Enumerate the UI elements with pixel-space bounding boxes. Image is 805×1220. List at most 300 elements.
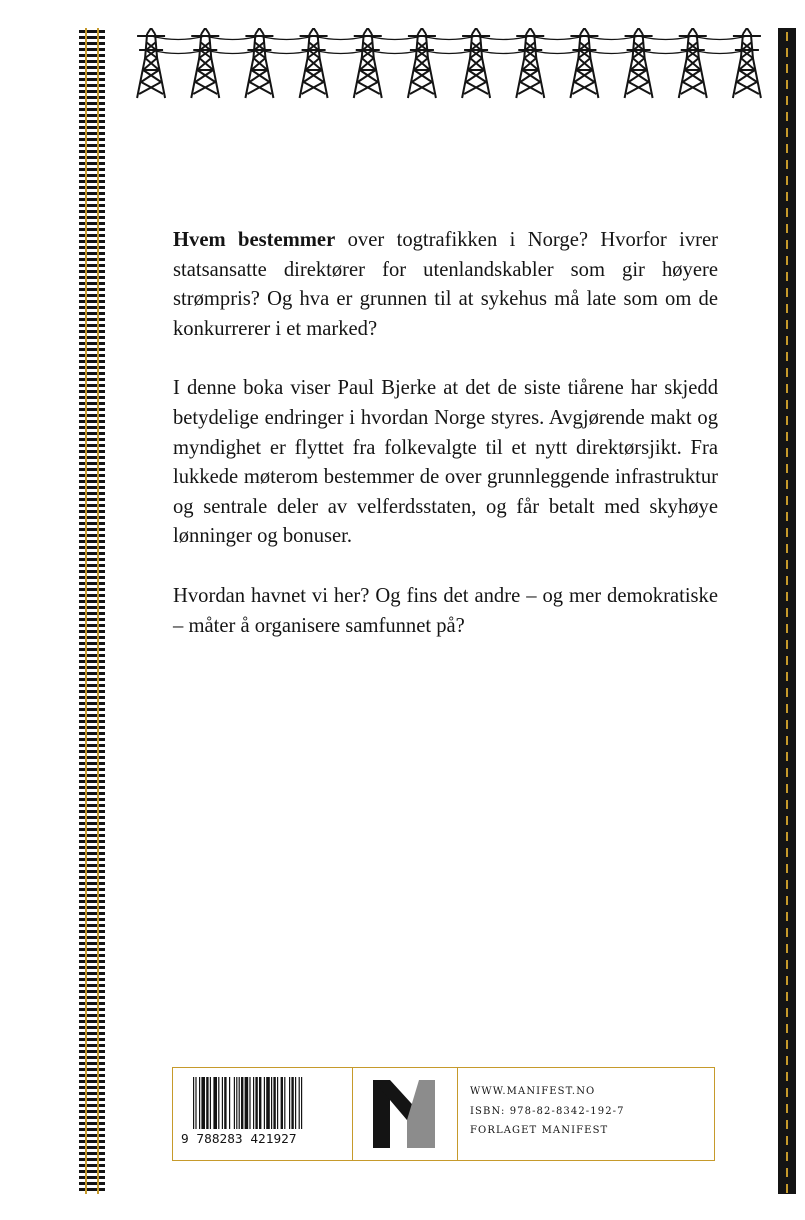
rail-tie xyxy=(79,576,105,579)
barcode-bar xyxy=(195,1077,196,1129)
rail-tie xyxy=(79,132,105,135)
back-cover-blurb xyxy=(173,226,718,671)
road-lane-dash xyxy=(786,240,788,249)
rail-tie xyxy=(79,750,105,753)
rail-tie xyxy=(79,252,105,255)
road-lane-dash xyxy=(786,1184,788,1193)
road-lane-dash xyxy=(786,384,788,393)
rail-tie xyxy=(79,306,105,309)
rail-tie xyxy=(79,204,105,207)
road-lane-dash xyxy=(786,816,788,825)
rail-tie xyxy=(79,174,105,177)
rail-tie xyxy=(79,1188,105,1191)
rail-tie xyxy=(79,432,105,435)
road-lane-dash xyxy=(786,944,788,953)
road-lane-dash xyxy=(786,752,788,761)
isbn-barcode xyxy=(181,1077,343,1145)
rail-tie xyxy=(79,708,105,711)
blurb-paragraph-2: I denne boka viser Paul Bjerke at det de siste tiårene har skjedd betydelige endringer i hvordan Norge styres. Avgjørende makt og myndighet er flyttet fra folkevalgte til et nytt direktørsjikt. Fra lukkede møterom bestemmer de over grunnleggende infrastruktur og sentrale deler av velferdsstaten, og får betalt med skyhøye lønninger og bonuser. xyxy=(173,377,718,548)
barcode-bar xyxy=(222,1077,223,1129)
rail-tie xyxy=(79,324,105,327)
rail-tie xyxy=(79,240,105,243)
road-lane-dash xyxy=(786,768,788,777)
barcode-bar xyxy=(241,1077,243,1129)
rail-tie xyxy=(79,678,105,681)
road-lane-dash xyxy=(786,656,788,665)
road-lane-dash xyxy=(786,960,788,969)
rail-tie xyxy=(79,672,105,675)
rail-tie xyxy=(79,684,105,687)
rail-tie xyxy=(79,864,105,867)
rail-tie xyxy=(79,1008,105,1011)
rail-tie xyxy=(79,1146,105,1149)
rail-tie xyxy=(79,78,105,81)
road-lane-dash xyxy=(786,1040,788,1049)
road-lane-dash xyxy=(786,832,788,841)
barcode-bar xyxy=(295,1077,296,1129)
rail-tie xyxy=(79,804,105,807)
rail-tie xyxy=(79,288,105,291)
rail-tie xyxy=(79,456,105,459)
rail-tie xyxy=(79,912,105,915)
road-lane-dash xyxy=(786,720,788,729)
rail-tie xyxy=(79,192,105,195)
rail-tie xyxy=(79,426,105,429)
road-lane-dash xyxy=(786,400,788,409)
rail-tie xyxy=(79,1092,105,1095)
rail-tie xyxy=(79,588,105,591)
rail-tie xyxy=(79,72,105,75)
rail-tie xyxy=(79,846,105,849)
rail-tie xyxy=(79,1050,105,1053)
road-lane-dash xyxy=(786,896,788,905)
rail-tie xyxy=(79,810,105,813)
rail-tie xyxy=(79,138,105,141)
rail-tie xyxy=(79,522,105,525)
road-lane-dash xyxy=(786,176,788,185)
rail-tie xyxy=(79,84,105,87)
rail-tie xyxy=(79,420,105,423)
rail-tie xyxy=(79,402,105,405)
rail-tie xyxy=(79,114,105,117)
rail-tie xyxy=(79,102,105,105)
rail-tie xyxy=(79,300,105,303)
rail-tie xyxy=(79,276,105,279)
road-lane-dash xyxy=(786,352,788,361)
rail-tie xyxy=(79,888,105,891)
road-lane-dash xyxy=(786,496,788,505)
blurb-paragraph-1-text: over togtrafikken i Norge? Hvorfor ivrer statsansatte direktører for utenlandskabler som gir høyere strømpris? Og hva er grunnen til at sykehus må late som om de konkurrerer i et marked? xyxy=(173,229,718,340)
road-lane-dash xyxy=(786,208,788,217)
road-lane-dash xyxy=(786,144,788,153)
rail-tie xyxy=(79,48,105,51)
barcode-bar xyxy=(210,1077,211,1129)
rail-tie xyxy=(79,1002,105,1005)
barcode-bar xyxy=(281,1077,283,1129)
publisher-website: WWW.MANIFEST.NO xyxy=(470,1086,596,1097)
rail-tie xyxy=(79,618,105,621)
rail-tie xyxy=(79,294,105,297)
rail-tie xyxy=(79,990,105,993)
rail-tie xyxy=(79,918,105,921)
rail-tie xyxy=(79,1170,105,1173)
rail-tie xyxy=(79,1152,105,1155)
rail-tie xyxy=(79,318,105,321)
rail-tie xyxy=(79,486,105,489)
rail-tie xyxy=(79,732,105,735)
isbn-text: ISBN: 978-82-8342-192-7 xyxy=(470,1105,625,1117)
rail-tie xyxy=(79,156,105,159)
rail-tie xyxy=(79,606,105,609)
rail-tie xyxy=(79,498,105,501)
road-lane-dash xyxy=(786,976,788,985)
rail-tie xyxy=(79,336,105,339)
rail-tie xyxy=(79,1086,105,1089)
road-lane-dash xyxy=(786,640,788,649)
rail-tie xyxy=(79,612,105,615)
barcode-digits: 9 788283 421927 xyxy=(181,1132,297,1145)
road-lane-dash xyxy=(786,800,788,809)
rail-tie xyxy=(79,798,105,801)
rail-tie xyxy=(79,1116,105,1119)
rail-tie xyxy=(79,1062,105,1065)
barcode-bar xyxy=(264,1077,265,1129)
rail-tie xyxy=(79,504,105,507)
rail-tie xyxy=(79,924,105,927)
road-lane-dash xyxy=(786,48,788,57)
rail-tie xyxy=(79,108,105,111)
barcode-bar xyxy=(284,1077,285,1129)
rail-tie xyxy=(79,870,105,873)
rail-tie xyxy=(79,1068,105,1071)
road-lane-dash xyxy=(786,928,788,937)
rail-tie xyxy=(79,510,105,513)
rail-tie xyxy=(79,534,105,537)
barcode-bar xyxy=(291,1077,293,1129)
rail-tie xyxy=(79,1164,105,1167)
road-lane-dash xyxy=(786,160,788,169)
road-decoration xyxy=(778,28,796,1194)
rail-tie xyxy=(79,1038,105,1041)
rail-tie xyxy=(79,180,105,183)
road-lane-dash xyxy=(786,1024,788,1033)
road-lane-dash xyxy=(786,80,788,89)
power-pylons-decoration xyxy=(124,28,774,100)
rail-tie xyxy=(79,30,105,33)
road-lane-dash xyxy=(786,128,788,137)
rail-tie xyxy=(79,582,105,585)
barcode-bar xyxy=(193,1077,194,1129)
rail-tie xyxy=(79,894,105,897)
road-lane-dash xyxy=(786,464,788,473)
rail-tie xyxy=(79,624,105,627)
rail-tie xyxy=(79,540,105,543)
barcode-bar xyxy=(299,1077,300,1129)
rail-tie xyxy=(79,384,105,387)
road-lane-dash xyxy=(786,1136,788,1145)
road-lane-dash xyxy=(786,224,788,233)
rail-tie xyxy=(79,468,105,471)
rail-tie xyxy=(79,66,105,69)
barcode-bar xyxy=(229,1077,230,1129)
publisher-text xyxy=(458,1068,714,1160)
rail-tie xyxy=(79,744,105,747)
barcode-bar xyxy=(213,1077,217,1129)
road-lane-dash xyxy=(786,544,788,553)
blurb-paragraph-1 xyxy=(173,226,718,344)
rail-tie xyxy=(79,1122,105,1125)
rail-tie xyxy=(79,144,105,147)
road-lane-dash xyxy=(786,576,788,585)
rail-tie xyxy=(79,570,105,573)
rail-tie xyxy=(79,414,105,417)
rail-tie xyxy=(79,774,105,777)
rail-tie xyxy=(79,216,105,219)
barcode-bar xyxy=(234,1077,235,1129)
rail-tie xyxy=(79,1080,105,1083)
rail-tie xyxy=(79,186,105,189)
rail-tie xyxy=(79,792,105,795)
rail-tie xyxy=(79,90,105,93)
barcode-bar xyxy=(259,1077,261,1129)
rail-tie xyxy=(79,1182,105,1185)
road-lane-dash xyxy=(786,608,788,617)
barcode-bar xyxy=(201,1077,205,1129)
road-lane-dash xyxy=(786,512,788,521)
road-lane-dash xyxy=(786,192,788,201)
rail-tie xyxy=(79,1104,105,1107)
barcode-bar xyxy=(266,1077,270,1129)
rail-tie xyxy=(79,738,105,741)
rail-tie xyxy=(79,150,105,153)
rail-tie xyxy=(79,372,105,375)
rail-tie xyxy=(79,360,105,363)
rail-tie xyxy=(79,852,105,855)
road-lane-dash xyxy=(786,1120,788,1129)
rail-tie xyxy=(79,858,105,861)
rail-tie xyxy=(79,228,105,231)
rail-tie xyxy=(79,120,105,123)
rail-tie xyxy=(79,636,105,639)
road-lane-dash xyxy=(786,880,788,889)
road-lane-dash xyxy=(786,448,788,457)
barcode-bar xyxy=(218,1077,219,1129)
rail-tie xyxy=(79,666,105,669)
road-lane-dash xyxy=(786,528,788,537)
barcode-bar xyxy=(253,1077,254,1129)
rail-tie xyxy=(79,1020,105,1023)
rail-tie xyxy=(79,378,105,381)
rail-tie xyxy=(79,126,105,129)
rail-tie xyxy=(79,396,105,399)
rail-tie xyxy=(79,966,105,969)
rail-tie xyxy=(79,234,105,237)
road-lane-dash xyxy=(786,736,788,745)
road-lane-dash xyxy=(786,64,788,73)
rail-tie xyxy=(79,36,105,39)
rail-tie xyxy=(79,408,105,411)
rail-tie xyxy=(79,444,105,447)
road-lane-dash xyxy=(786,672,788,681)
barcode-bar xyxy=(199,1077,200,1129)
rail-tie xyxy=(79,876,105,879)
barcode-bar xyxy=(245,1077,249,1129)
rail-tie xyxy=(79,1176,105,1179)
road-lane-dash xyxy=(786,704,788,713)
rail-tie xyxy=(79,768,105,771)
publisher-info-box xyxy=(172,1067,715,1161)
rail-tie xyxy=(79,1140,105,1143)
rail-tie xyxy=(79,168,105,171)
rail-tie xyxy=(79,348,105,351)
rail-tie xyxy=(79,558,105,561)
rail-tie xyxy=(79,630,105,633)
rail-tie xyxy=(79,270,105,273)
road-lane-dash xyxy=(786,320,788,329)
rail-tie xyxy=(79,648,105,651)
barcode-bar xyxy=(249,1077,250,1129)
rail-tie xyxy=(79,882,105,885)
rail-tie xyxy=(79,492,105,495)
rail-tie xyxy=(79,1098,105,1101)
road-lane-dash xyxy=(786,480,788,489)
rail-tie xyxy=(79,264,105,267)
road-lane-dash xyxy=(786,96,788,105)
rail-tie xyxy=(79,714,105,717)
road-lane-dash xyxy=(786,688,788,697)
rail-tie xyxy=(79,528,105,531)
rail-tie xyxy=(79,786,105,789)
rail-tie xyxy=(79,480,105,483)
rail-tie xyxy=(79,462,105,465)
rail-tie xyxy=(79,954,105,957)
road-lane-dash xyxy=(786,304,788,313)
rail-tie xyxy=(79,702,105,705)
rail-tie xyxy=(79,390,105,393)
rail-tie xyxy=(79,246,105,249)
rail-tie xyxy=(79,720,105,723)
rail-tie xyxy=(79,756,105,759)
railway-track-decoration xyxy=(79,28,105,1194)
barcode-bar xyxy=(239,1077,240,1129)
road-lane-dash xyxy=(786,592,788,601)
rail-tie xyxy=(79,762,105,765)
road-lane-dash xyxy=(786,992,788,1001)
barcode-bar xyxy=(224,1077,226,1129)
barcode-bar xyxy=(206,1077,208,1129)
rail-tie xyxy=(79,1026,105,1029)
barcode-bar xyxy=(277,1077,278,1129)
rail-tie xyxy=(79,594,105,597)
rail-tie xyxy=(79,282,105,285)
barcode-bar xyxy=(236,1077,237,1129)
road-lane-dash xyxy=(786,1104,788,1113)
rail-tie xyxy=(79,948,105,951)
road-lane-dash xyxy=(786,272,788,281)
rail-tie xyxy=(79,354,105,357)
logo-cell xyxy=(353,1068,458,1160)
rail-tie xyxy=(79,1134,105,1137)
barcode-bar xyxy=(301,1077,302,1129)
rail-tie xyxy=(79,984,105,987)
rail-tie xyxy=(79,1158,105,1161)
rail-tie xyxy=(79,330,105,333)
barcode-bar xyxy=(273,1077,275,1129)
rail-tie xyxy=(79,816,105,819)
rail-tie xyxy=(79,1110,105,1113)
rail-tie xyxy=(79,96,105,99)
rail-tie xyxy=(79,654,105,657)
road-lane-dash xyxy=(786,560,788,569)
rail-tie xyxy=(79,690,105,693)
road-lane-dash xyxy=(786,368,788,377)
rail-tie xyxy=(79,822,105,825)
rail-tie xyxy=(79,450,105,453)
rail-tie xyxy=(79,564,105,567)
rail-tie xyxy=(79,1032,105,1035)
rail-tie xyxy=(79,840,105,843)
rail-tie xyxy=(79,54,105,57)
rail-tie xyxy=(79,930,105,933)
rail-tie xyxy=(79,42,105,45)
manifest-logo-icon xyxy=(369,1080,439,1148)
rail-tie xyxy=(79,546,105,549)
rail-tie xyxy=(79,642,105,645)
rail-right-line xyxy=(97,28,99,1194)
barcode-bar xyxy=(271,1077,272,1129)
rail-tie xyxy=(79,1056,105,1059)
road-lane-dash xyxy=(786,416,788,425)
rail-tie xyxy=(79,828,105,831)
road-lane-dash xyxy=(786,784,788,793)
rail-tie xyxy=(79,660,105,663)
blurb-paragraph-3: Hvordan havnet vi her? Og fins det andre – og mer demokratiske – måter å organisere samfunnet på? xyxy=(173,584,718,637)
rail-tie xyxy=(79,1074,105,1077)
rail-tie xyxy=(79,960,105,963)
rail-tie xyxy=(79,996,105,999)
rail-tie xyxy=(79,258,105,261)
road-lane-dash xyxy=(786,1152,788,1161)
rail-tie xyxy=(79,222,105,225)
road-lane-dash xyxy=(786,1056,788,1065)
logo-right-stroke xyxy=(407,1080,435,1148)
publisher-name: FORLAGET MANIFEST xyxy=(470,1125,609,1136)
rail-tie xyxy=(79,780,105,783)
road-lane-dash xyxy=(786,256,788,265)
rail-tie xyxy=(79,1044,105,1047)
blurb-lead-phrase: Hvem bestemmer xyxy=(173,229,336,251)
rail-tie xyxy=(79,972,105,975)
rail-tie xyxy=(79,312,105,315)
road-lane-dash xyxy=(786,1008,788,1017)
barcode-bar xyxy=(289,1077,290,1129)
road-lane-dash xyxy=(786,864,788,873)
road-lane-dash xyxy=(786,432,788,441)
rail-left-line xyxy=(85,28,87,1194)
rail-tie xyxy=(79,900,105,903)
rail-tie xyxy=(79,60,105,63)
rail-tie xyxy=(79,366,105,369)
rail-tie xyxy=(79,726,105,729)
rail-tie xyxy=(79,552,105,555)
road-lane-dash xyxy=(786,912,788,921)
rail-tie xyxy=(79,162,105,165)
barcode-cell xyxy=(173,1068,353,1160)
road-lane-dash xyxy=(786,1088,788,1097)
rail-tie xyxy=(79,474,105,477)
rail-tie xyxy=(79,198,105,201)
road-lane-dash xyxy=(786,112,788,121)
